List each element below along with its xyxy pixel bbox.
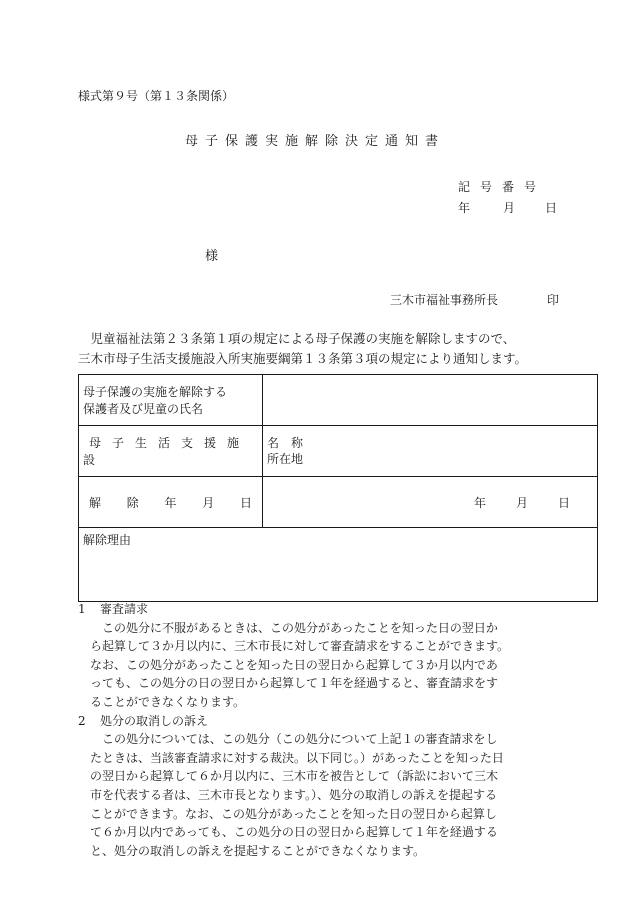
notice-form-table — [78, 374, 598, 602]
intro-paragraph — [78, 329, 527, 369]
note-line: ら起算して３か月以内に、三木市長に対して審査請求をすることができます。 — [90, 639, 510, 654]
guardian-row — [79, 375, 598, 426]
cancel-date-field[interactable] — [263, 477, 598, 528]
recipient-honorific: 様 — [205, 249, 219, 264]
note-line: この処分に不服があるときは、この処分があったことを知った日の翌日か — [90, 620, 498, 635]
reason-field[interactable] — [79, 528, 598, 602]
date-year-label: 年 — [458, 201, 471, 215]
note-title: 審査請求 — [100, 602, 149, 616]
guardian-label-cell — [79, 375, 263, 426]
cancel-label-char: 除 — [126, 495, 139, 510]
cancel-month-label: 月 — [515, 495, 528, 510]
note-line: て６か月以内であっても、この処分の日の翌日から起算して１年を経過する — [90, 825, 498, 840]
cancel-label-char: 日 — [239, 495, 252, 510]
facility-name-label: 名 称 — [267, 436, 304, 450]
cancel-date-label-cell — [79, 477, 263, 528]
note-body — [78, 619, 588, 712]
note-title: 処分の取消しの訴え — [100, 713, 209, 728]
note-number: 1 — [78, 602, 86, 616]
document-title: 母子保護実施解除決定通知書 — [184, 134, 445, 149]
cancel-label-char: 年 — [164, 495, 177, 510]
cancel-year-label: 年 — [473, 495, 486, 510]
legal-notes — [78, 600, 588, 860]
note-line: たときは、当該審査請求に対する裁決。以下同じ。）があったことを知った日 — [90, 750, 504, 765]
intro-line: 児童福祉法第２３条第１項の規定による母子保護の実施を解除しますので、 — [78, 331, 516, 346]
reason-row — [79, 528, 598, 602]
cancel-label-char: 解 — [89, 495, 102, 510]
cancel-label-char: 月 — [202, 495, 215, 510]
note-line: の翌日から起算して６か月以内に、三木市を被告として（訴訟において三木 — [90, 769, 499, 784]
note-line: ことができます。なお、この処分があったことを知った日の翌日から起算し — [90, 806, 497, 821]
cancel-day-label: 日 — [557, 495, 570, 510]
note-number: 2 — [78, 713, 86, 728]
note-line: ることができなくなります。 — [90, 694, 246, 709]
guardian-label-line: 保護者及び児童の氏名 — [83, 402, 204, 416]
note-line: と、処分の取消しの訴えを提起することができなくなります。 — [90, 843, 426, 858]
cancel-date-value — [267, 494, 593, 511]
guardian-label-line: 母子保護の実施を解除する — [83, 385, 228, 399]
note-heading — [78, 712, 588, 731]
facility-address-label: 所在地 — [267, 452, 304, 466]
guardian-name-field[interactable] — [263, 375, 598, 426]
issuer-name: 三木市福祉事務所長 — [390, 293, 499, 307]
cancel-date-label — [83, 494, 258, 511]
note-line: この処分については、この処分（この処分について上記１の審査請求をし — [90, 732, 498, 747]
facility-field[interactable] — [263, 426, 598, 477]
note-body — [78, 730, 588, 860]
note-line: なお、この処分があったことを知った日の翌日から起算して３か月以内であ — [90, 657, 498, 672]
note-line: 市を代表する者は、三木市長となります。）、処分の取消しの訴えを提起する — [90, 787, 498, 802]
date-month-label: 月 — [503, 201, 516, 215]
facility-label: 母子生活支援施設 — [83, 436, 251, 467]
seal-mark: 印 — [547, 293, 560, 307]
intro-line: 三木市母子生活支援施設入所実施要綱第１３条第３項の規定により通知します。 — [78, 351, 528, 366]
facility-label-cell — [79, 426, 263, 477]
issue-date — [458, 199, 557, 216]
facility-row — [79, 426, 598, 477]
form-number: 様式第９号（第１３条関係） — [78, 89, 235, 103]
date-day-label: 日 — [545, 201, 558, 215]
note-heading — [78, 600, 588, 619]
cancel-date-row — [79, 477, 598, 528]
reason-label: 解除理由 — [83, 533, 132, 547]
note-line: っても、この処分の日の翌日から起算して１年を経過すると、審査請求をす — [90, 676, 499, 691]
document-number-label: 記号番号 — [458, 180, 547, 194]
